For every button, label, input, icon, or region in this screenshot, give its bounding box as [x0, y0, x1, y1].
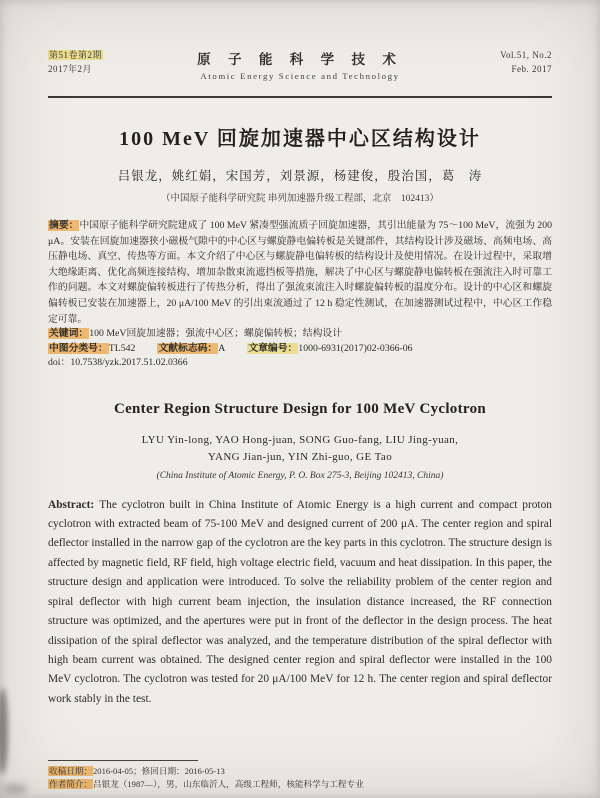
footnote-rule: [48, 760, 198, 761]
keywords-text: 100 MeV回旋加速器；强流中心区；螺旋偏转板；结构设计: [89, 328, 342, 340]
clc-label: 中图分类号：: [49, 342, 108, 354]
authors-en-line1: LYU Yin-long, YAO Hong-juan, SONG Guo-fang, LIU Jing-yuan,: [141, 433, 459, 446]
authors-cn: 吕银龙，姚红娟，宋国芳，刘景源，杨建俊，殷治国，葛 涛: [117, 169, 483, 183]
authors-en: [48, 432, 552, 466]
abstract-en: [48, 496, 552, 709]
abstract-text-en: The cyclotron built in China Institute of Atomic Energy is a high current and compact proton cyclotron with extracted beam of 75-100 MeV and designed current of 200 μA. The center region and spiral deflector installed in the narrow gap of the cyclotron are the key parts in this cyclotron. The structure design is affected by magnetic field, RF field, high voltage electric field, vacuum and heat dissipation. In this paper, the structure design and application were introduced. To solve the reliability problem of the center region and spiral deflector with high current beam injection, the insulation distance increased, the RF connection structure was optimized, and the apertures were put in front of the deflector in the design process. The heat dissipation of the spiral deflector was analyzed, and the temperature distribution of the spiral deflector with high beam current was obtained. The designed center region and spiral deflector were installed in the 100 MeV cyclotron. The cyclotron was tested for 20 μA/100 MeV for 12 h. The center region and spiral deflector work stably in the test.: [48, 498, 552, 705]
keywords-line: [48, 327, 552, 342]
doc-code-value: A: [218, 342, 226, 354]
date-cn: 2017年2月: [48, 64, 93, 74]
journal-header: [48, 48, 552, 81]
bio-line: [48, 778, 552, 791]
affiliation-cn: （中国原子能科学研究院 串列加速器升级工程部，北京 102413）: [161, 194, 439, 204]
abstract-label-en: Abstract:: [48, 498, 95, 511]
keywords-label: 关键词：: [49, 328, 89, 340]
received-line: [48, 765, 552, 778]
issue-info-cn: [48, 48, 158, 62]
issue-info-en: Vol.51, No.2: [500, 50, 552, 60]
classification-line: [48, 342, 552, 357]
journal-title-cn: 原 子 能 科 学 技 术: [197, 52, 403, 67]
authors-en-line2: YANG Jian-jun, YIN Zhi-guo, GE Tao: [207, 450, 393, 463]
clc-value: TL542: [108, 342, 136, 354]
abstract-text-cn: 中国原子能科学研究院建成了 100 MeV 紧凑型强流质子回旋加速器，其引出能量为 75～100 MeV，流强为 200 μA。安装在回旋加速器狭小磁极气隙中的中心区与螺旋静电偏转板是关键部件，其结构设计涉及磁场、高频电场、高压静电场、真空、传热等方面。本文介绍了中心区与螺旋静电偏转板的结构设计及使用情况。在设计过程中，采取增大绝缘距离、优化高频连接结构、增加杂散束流遮挡板等措施，解决了中心区与螺旋静电偏转板在强流注入时可靠工作的问题。本文对螺旋偏转板进行了传热分析，得出了强流束流注入时螺旋偏转板的温度分布。设计的中心区和螺旋偏转板已安装在加速器上，20 μA/100 MeV 的引出束流通过了 12 h 稳定性测试，在加速器测试过程中，中心区工作稳定可靠。: [48, 220, 553, 325]
paper-title-cn: 100 MeV 回旋加速器中心区结构设计: [119, 128, 481, 150]
received-text: 2016-04-05；修回日期：2016-05-13: [92, 766, 225, 776]
footnote: [48, 760, 552, 790]
scan-smudge-left: [0, 688, 8, 774]
paper-title-en: Center Region Structure Design for 100 MeV Cyclotron: [113, 400, 487, 417]
doc-code-label: 文献标志码：: [158, 342, 218, 354]
affiliation-en: (China Institute of Atomic Energy, P. O. Box 275-3, Beijing 102413, China): [156, 470, 444, 481]
abstract-cn: [48, 218, 552, 327]
bio-label: 作者简介：: [49, 778, 92, 789]
abstract-label-cn: 摘要：: [49, 220, 79, 231]
doi-line: doi：10.7538/yzk.2017.51.02.0366: [48, 357, 188, 369]
journal-title-en: Atomic Energy Science and Technology: [200, 71, 400, 81]
article-id-value: 1000-6931(2017)02-0366-06: [298, 342, 413, 354]
header-rule: [48, 96, 552, 98]
date-en: Feb. 2017: [511, 64, 552, 74]
header-right: [442, 48, 552, 76]
bio-text: 吕银龙（1987—），男，山东临沂人，高级工程师，核能科学与工程专业: [92, 778, 364, 789]
issue-info-cn-text: 第51卷第2期: [49, 50, 103, 60]
header-left: [48, 48, 158, 76]
scan-smudge-corner: [2, 784, 28, 794]
header-center: [158, 48, 442, 81]
article-id-label: 文章编号：: [248, 342, 298, 354]
received-label: 收稿日期：: [49, 766, 92, 776]
